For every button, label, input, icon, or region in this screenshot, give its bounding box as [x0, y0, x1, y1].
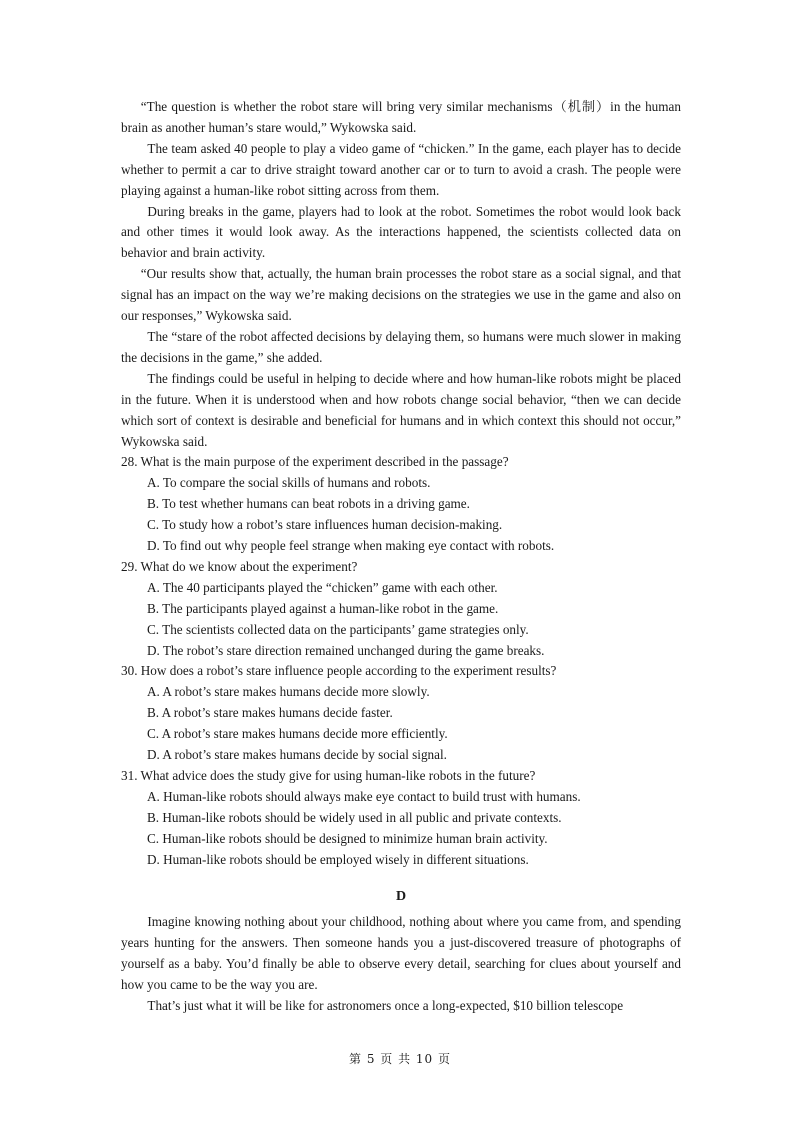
question-stem: 31. What advice does the study give for using human-like robots in the future? — [121, 768, 536, 783]
question-30 — [121, 661, 681, 766]
question-stem: 30. How does a robot’s stare influence people according to the experiment results? — [121, 663, 557, 679]
answer-option: C. Human-like robots should be designed to minimize human brain activity. — [147, 830, 548, 846]
question-29 — [121, 557, 681, 662]
answer-option: A. A robot’s stare makes humans decide more slowly. — [147, 684, 430, 700]
passage-paragraph: During breaks in the game, players had to look at the robot. Sometimes the robot would look back and other times it would look away. As the interactions happened, the scientists collected data on behavior and brain activity. — [121, 203, 681, 261]
passage-paragraph: The findings could be useful in helping to decide where and how human-like robots might be placed in the future. When it is understood when and how robots change social behavior, “then we can decide which sort of context is desirable and beneficial for humans and in which context this should not occur,” Wykowska said. — [121, 370, 681, 449]
section-title: D — [395, 888, 407, 904]
answer-option: C. To study how a robot’s stare influences human decision-making. — [147, 517, 503, 533]
answer-option: C. The scientists collected data on the participants’ game strategies only. — [147, 621, 529, 637]
answer-option: B. Human-like robots should be widely used in all public and private contexts. — [147, 809, 562, 825]
passage-paragraph: That’s just what it will be like for astronomers once a long-expected, $10 billion telescope — [147, 998, 624, 1014]
passage-paragraph: “The question is whether the robot stare will bring very similar mechanisms（机制）in the human brain as another human’s stare would,” Wykowska said. — [121, 99, 681, 135]
passage-paragraph: “Our results show that, actually, the human brain processes the robot stare as a social signal, and that signal has an impact on the way we’re making decisions on the strategies we use in the game and also on our responses,” Wykowska said. — [121, 266, 681, 324]
answer-option: A. To compare the social skills of humans and robots. — [147, 475, 431, 491]
exam-page — [121, 97, 681, 1017]
question-stem: 29. What do we know about the experiment? — [121, 558, 358, 574]
answer-option: D. Human-like robots should be employed wisely in different situations. — [147, 851, 529, 867]
page-footer: 第 5 页 共 10 页 — [349, 1052, 451, 1066]
answer-option: D. To find out why people feel strange when making eye contact with robots. — [147, 538, 555, 554]
answer-option: A. Human-like robots should always make eye contact to build trust with humans. — [147, 788, 581, 804]
answer-option: D. The robot’s stare direction remained unchanged during the game breaks. — [147, 642, 545, 658]
answer-option: B. A robot’s stare makes humans decide faster. — [147, 705, 393, 721]
question-stem: 28. What is the main purpose of the experiment described in the passage? — [121, 454, 509, 470]
answer-option: B. The participants played against a human-like robot in the game. — [147, 600, 499, 616]
passage-paragraph: Imagine knowing nothing about your childhood, nothing about where you came from, and spending years hunting for the answers. Then someone hands you a just-discovered treasure of photographs of yourself as a baby. You’d finally be able to observe every detail, searching for clues about yourself and how you came to be the way you are. — [121, 914, 681, 993]
answer-option: D. A robot’s stare makes humans decide by social signal. — [147, 747, 447, 763]
answer-option: B. To test whether humans can beat robots in a driving game. — [147, 496, 470, 512]
question-31 — [121, 766, 681, 871]
question-28 — [121, 452, 681, 557]
passage-paragraph: The team asked 40 people to play a video game of “chicken.” In the game, each player has to decide whether to permit a car to drive straight toward another car or to turn to avoid a crash. The people were playing against a human-like robot sitting across from them. — [121, 140, 681, 198]
answer-option: A. The 40 participants played the “chicken” game with each other. — [147, 579, 498, 595]
answer-option: C. A robot’s stare makes humans decide more efficiently. — [147, 726, 448, 742]
passage-paragraph: The “stare of the robot affected decisions by delaying them, so humans were much slower in making the decisions in the game,” she added. — [121, 328, 681, 365]
